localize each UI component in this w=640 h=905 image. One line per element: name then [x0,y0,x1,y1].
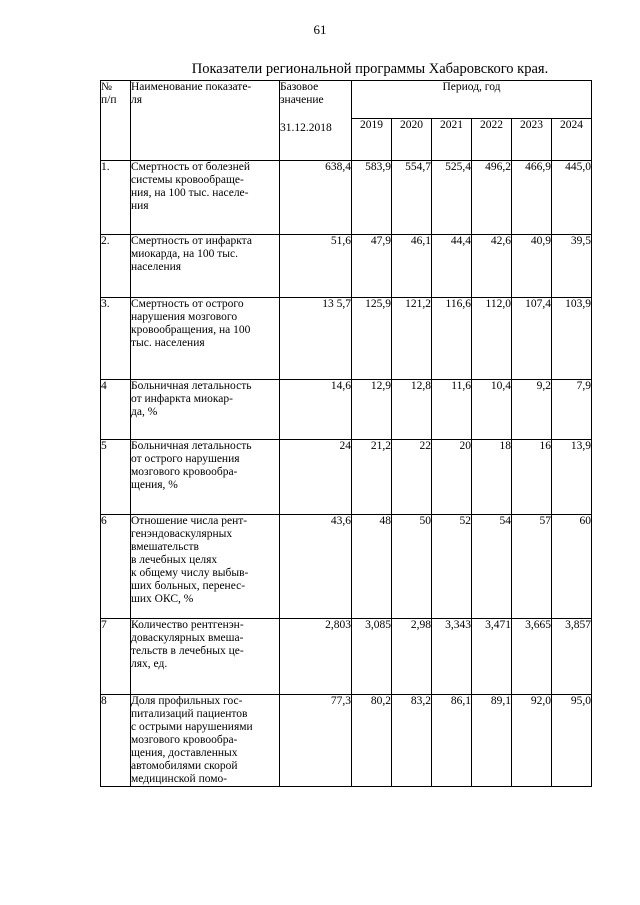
year-value: 445,0 [552,161,592,235]
header-year: 2021 [432,119,472,161]
header-year: 2022 [472,119,512,161]
year-value: 3,343 [432,619,472,695]
year-value: 95,0 [552,695,592,787]
table-row [101,440,592,515]
row-number: 2. [101,235,131,298]
year-value: 47,9 [352,235,392,298]
year-value: 116,6 [432,298,472,380]
header-period: Период, год [352,81,592,119]
year-value: 3,471 [472,619,512,695]
base-value: 24 [280,440,352,515]
row-number: 3. [101,298,131,380]
year-value: 496,2 [472,161,512,235]
year-value: 60 [552,515,592,619]
row-number: 4 [101,380,131,440]
indicator-name: Смертность от болезней системы кровообраще- ния, на 100 тыс. населе- ния [131,161,280,235]
year-value: 107,4 [512,298,552,380]
header-year: 2024 [552,119,592,161]
year-value: 583,9 [352,161,392,235]
base-value: 638,4 [280,161,352,235]
base-value: 14,6 [280,380,352,440]
table-row [101,298,592,380]
row-number: 7 [101,619,131,695]
year-value: 112,0 [472,298,512,380]
year-value: 44,4 [432,235,472,298]
table-row [101,161,592,235]
row-number: 8 [101,695,131,787]
indicator-name: Смертность от острого нарушения мозгового кровообращения, на 100 тыс. населения [131,298,280,380]
year-value: 12,8 [392,380,432,440]
year-value: 50 [392,515,432,619]
year-value: 12,9 [352,380,392,440]
base-value: 43,6 [280,515,352,619]
year-value: 21,2 [352,440,392,515]
table-title: Показатели региональной программы Хабаровского края. [191,61,549,77]
row-number: 1. [101,161,131,235]
year-value: 9,2 [512,380,552,440]
header-number: № п/п [101,81,131,161]
base-value: 77,3 [280,695,352,787]
indicator-name: Больничная летальность от острого нарушения мозгового кровообра- щения, % [131,440,280,515]
year-value: 20 [432,440,472,515]
table-row [101,515,592,619]
year-value: 22 [392,440,432,515]
table-row [101,380,592,440]
indicator-name: Больничная летальность от инфаркта миокар- да, % [131,380,280,440]
year-value: 121,2 [392,298,432,380]
year-value: 89,1 [472,695,512,787]
header-year: 2023 [512,119,552,161]
year-value: 48 [352,515,392,619]
year-value: 83,2 [392,695,432,787]
year-value: 40,9 [512,235,552,298]
year-value: 39,5 [552,235,592,298]
year-value: 80,2 [352,695,392,787]
indicator-name: Количество рентгенэн- доваскулярных вмеша- тельств в лечебных це- лях, ед. [131,619,280,695]
header-indicator-name: Наименование показате- ля [131,81,280,161]
year-value: 3,857 [552,619,592,695]
year-value: 103,9 [552,298,592,380]
base-value: 13 5,7 [280,298,352,380]
table-row [101,619,592,695]
table-row [101,235,592,298]
year-value: 554,7 [392,161,432,235]
year-value: 7,9 [552,380,592,440]
year-value: 125,9 [352,298,392,380]
header-year: 2020 [392,119,432,161]
year-value: 10,4 [472,380,512,440]
year-value: 54 [472,515,512,619]
header-base-label: Базовое значение [280,81,324,106]
indicator-name: Доля профильных гос- питализаций пациентов с острыми нарушениями мозгового кровообра- щения, доставленных автомобилями скорой медицинской помо- [131,695,280,787]
year-value: 13,9 [552,440,592,515]
indicator-name: Смертность от инфаркта миокарда, на 100 тыс. населения [131,235,280,298]
year-value: 16 [512,440,552,515]
row-number: 6 [101,515,131,619]
base-value: 2,803 [280,619,352,695]
table-row [101,695,592,787]
year-value: 46,1 [392,235,432,298]
year-value: 52 [432,515,472,619]
header-base-date: 31.12.2018 [280,122,332,134]
base-value: 51,6 [280,235,352,298]
year-value: 92,0 [512,695,552,787]
year-value: 466,9 [512,161,552,235]
year-value: 2,98 [392,619,432,695]
page-number: 61 [313,22,327,37]
header-base-value [280,81,352,161]
year-value: 86,1 [432,695,472,787]
indicators-table [100,80,592,787]
header-year: 2019 [352,119,392,161]
year-value: 3,665 [512,619,552,695]
year-value: 11,6 [432,380,472,440]
year-value: 42,6 [472,235,512,298]
year-value: 3,085 [352,619,392,695]
year-value: 18 [472,440,512,515]
row-number: 5 [101,440,131,515]
year-value: 57 [512,515,552,619]
year-value: 525,4 [432,161,472,235]
indicator-name: Отношение числа рент- генэндоваскулярных вмешательств в лечебных целях к общему числу выбыв- ших больных, перенес- ших ОКС, % [131,515,280,619]
